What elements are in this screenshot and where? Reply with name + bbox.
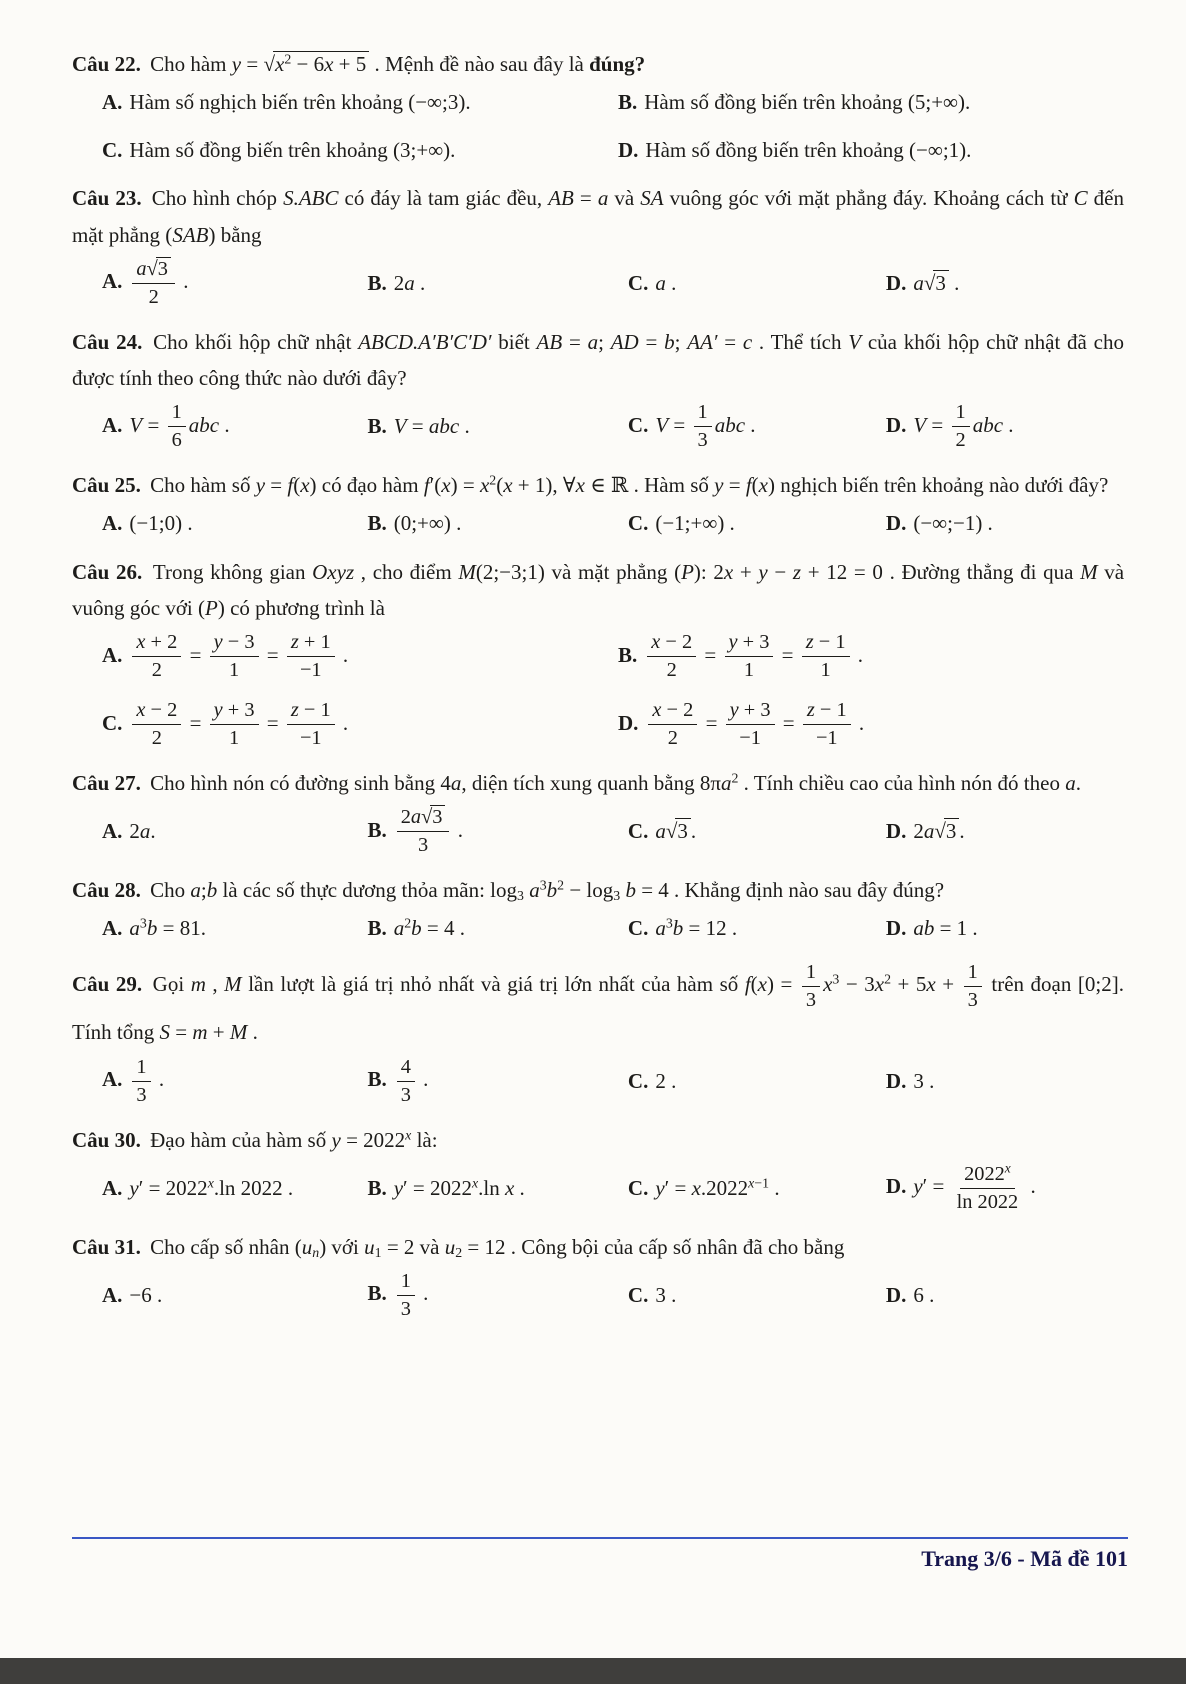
fraction: $\frac{z + 1}{-1}$ [287, 630, 335, 684]
option-text: (−1;+∞) . [655, 510, 735, 535]
option-text: Hàm số đồng biến trên khoảng (3;+∞). [129, 137, 456, 162]
option-text: 3 . [913, 1068, 935, 1093]
page-number-label: Trang 3/6 - Mã đề 101 [921, 1546, 1128, 1571]
fraction: $\frac{1}{3}$ [694, 400, 712, 454]
answer-option [102, 1171, 357, 1207]
answer-option [367, 266, 617, 302]
option-letter: D. [618, 710, 639, 735]
option-text: a√3 . [655, 818, 697, 843]
answer-option [618, 697, 1124, 753]
answer-option [367, 1171, 617, 1207]
option-text: $\frac{4}{3}$ . [394, 1067, 429, 1091]
option-text: 2a . [393, 270, 426, 295]
answer-option [102, 85, 608, 121]
option-letter: C. [627, 1068, 649, 1093]
answer-option [367, 409, 617, 445]
option-letter: C. [102, 710, 123, 735]
answer-option [886, 911, 1124, 947]
option-letter: D. [885, 1068, 907, 1093]
option-text: (0;+∞) . [393, 510, 462, 535]
answer-option [102, 697, 608, 753]
answer-option [618, 629, 1124, 685]
option-letter: B. [618, 642, 638, 667]
option-text: a . [655, 270, 677, 295]
option-letter: C. [627, 412, 649, 437]
answer-option [628, 1064, 876, 1100]
answer-option [618, 85, 1124, 121]
question-number: Câu 29. [72, 972, 149, 997]
question-body [72, 959, 1124, 1051]
option-letter: A. [102, 915, 123, 940]
option-text: $\frac{x - 2}{2}$ = $\frac{y + 3}{-1}$ = $\frac{z - 1}{-1}$ . [645, 711, 864, 735]
option-letter: D. [885, 1282, 907, 1307]
question-body [72, 765, 1124, 801]
square-root: √3 [666, 819, 691, 843]
option-letter: B. [367, 413, 387, 438]
option-letter: B. [367, 1067, 387, 1092]
question-text: Cho cấp số nhân $(u_n)$ với $u_1 = 2$ và $u_2 = 12$ . Công bội của cấp số nhân đã cho bằng [150, 1234, 845, 1260]
option-text: (−1;0) . [129, 510, 193, 535]
answer-option [102, 133, 608, 169]
option-text: 2a√3 . [913, 818, 965, 843]
option-letter: C. [627, 818, 649, 843]
option-letter: A. [102, 90, 123, 115]
fraction: $\frac{4}{3}$ [397, 1055, 415, 1109]
question [72, 765, 1124, 860]
option-letter: C. [627, 270, 649, 295]
fraction: $\frac{y + 3}{1}$ [210, 698, 259, 752]
option-text: 3 . [655, 1282, 677, 1307]
option-letter: A. [102, 412, 123, 437]
option-letter: A. [102, 269, 123, 294]
question-body [72, 554, 1124, 626]
answer-option [886, 506, 1124, 542]
question-text: Đạo hàm của hàm số $y = 2022^x$ là: [150, 1126, 438, 1152]
option-text: y′ = $\frac{2022^x}{\ln 2022}$ . [913, 1174, 1035, 1198]
option-letter: D. [885, 510, 907, 535]
question-body [72, 46, 1124, 82]
option-letter: C. [627, 915, 649, 940]
fraction: $\frac{1}{3}$ [802, 960, 820, 1014]
option-text: $\frac{x + 2}{2}$ = $\frac{y - 3}{1}$ = $\frac{z + 1}{-1}$ . [129, 643, 348, 667]
option-letter: C. [627, 1175, 649, 1200]
answer-option [886, 814, 1124, 850]
question-text: Cho hàm số y = f(x) có đạo hàm $f'(x) = x^2(x + 1)$, ∀x ∈ ℝ . Hàm số y = f(x) nghịch biến trên khoảng nào dưới đây? [150, 472, 1109, 497]
option-letter: B. [367, 270, 387, 295]
option-letter: D. [885, 915, 907, 940]
fraction: $\frac{z - 1}{-1}$ [803, 698, 851, 752]
option-text: V = $\frac{1}{6}$ abc . [129, 413, 229, 437]
option-text: $\frac{1}{3}$ . [394, 1281, 429, 1305]
question-number: Câu 26. [72, 559, 149, 584]
option-letter: B. [367, 1281, 387, 1306]
answer-option [628, 814, 876, 850]
fraction: $\frac{z - 1}{1}$ [802, 630, 850, 684]
fraction: $\frac{y + 3}{-1}$ [726, 698, 775, 752]
square-root: $√x^2 - 6x + 5$ [263, 52, 369, 76]
option-text: V = abc . [393, 413, 470, 438]
option-letter: D. [885, 818, 907, 843]
options [72, 399, 1124, 455]
square-root: √3 [924, 271, 949, 295]
question [72, 467, 1124, 542]
fraction: $\frac{x - 2}{2}$ [648, 698, 697, 752]
option-text: $\frac{2a√3}{3}$ . [394, 818, 463, 842]
fraction: $\frac{a√3}{2}$ [132, 257, 175, 311]
fraction: $\frac{1}{3}$ [397, 1269, 415, 1323]
square-root: √3 [934, 819, 959, 843]
fraction: $\frac{x - 2}{2}$ [132, 698, 181, 752]
option-text: V = $\frac{1}{3}$ abc . [655, 413, 755, 437]
options [72, 1161, 1124, 1217]
fraction: $\frac{y - 3}{1}$ [210, 630, 259, 684]
option-letter: C. [102, 137, 123, 162]
question-body [72, 180, 1124, 252]
question [72, 46, 1124, 168]
option-letter: C. [627, 510, 649, 535]
option-text: Hàm số nghịch biến trên khoảng (−∞;3). [129, 90, 471, 115]
option-letter: A. [102, 818, 123, 843]
option-text: $\frac{a√3}{2}$ . [129, 269, 188, 293]
fraction: $\frac{2022^x}{\ln 2022}$ [956, 1160, 1019, 1214]
fraction: $\frac{1}{2}$ [952, 400, 970, 454]
option-text: $\frac{1}{3}$ . [129, 1067, 164, 1091]
option-text: a√3 . [913, 270, 960, 295]
answer-option [102, 399, 357, 455]
question-number: Câu 24. [72, 329, 150, 354]
option-text: 6 . [913, 1282, 935, 1307]
question-body [72, 467, 1124, 503]
fraction: $\frac{z - 1}{-1}$ [287, 698, 335, 752]
question-text: Cho a;b là các số thực dương thỏa mãn: $\log_3 a^3b^2 - \log_3 b = 4$ . Khẳng định nào sau đây đúng? [150, 877, 945, 903]
options [72, 1054, 1124, 1110]
options [72, 85, 1124, 168]
option-text: $y' = x.2022^{x-1}$ . [655, 1175, 780, 1200]
option-text: −6 . [129, 1282, 163, 1307]
scan-edge-artifact [0, 1658, 1186, 1684]
options [72, 911, 1124, 947]
option-text: $y' = 2022^x.\ln$ x . [393, 1175, 525, 1200]
question [72, 180, 1124, 311]
question-number: Câu 25. [72, 472, 147, 497]
option-letter: A. [102, 1175, 123, 1200]
question [72, 959, 1124, 1110]
answer-option [102, 1278, 357, 1314]
options [72, 506, 1124, 542]
answer-option [102, 911, 357, 947]
question-body [72, 1122, 1124, 1158]
question-number: Câu 30. [72, 1127, 147, 1152]
option-letter: D. [885, 412, 907, 437]
option-text: Hàm số đồng biến trên khoảng (−∞;1). [645, 137, 972, 162]
page-footer [0, 1537, 1186, 1659]
square-root: √3 [147, 258, 171, 280]
options [72, 256, 1124, 312]
option-text: 2a. [129, 818, 156, 843]
question-number: Câu 28. [72, 877, 147, 902]
question [72, 324, 1124, 455]
square-root: √3 [421, 806, 445, 828]
question-body [72, 1229, 1124, 1265]
question-text: Cho hàm $y = √x^2 - 6x + 5$ . Mệnh đề nào sau đây là đúng? [150, 51, 646, 76]
answer-option [886, 1161, 1124, 1217]
options [72, 1268, 1124, 1324]
fraction: $\frac{2a√3}{3}$ [397, 805, 450, 859]
fraction: $\frac{1}{3}$ [132, 1055, 150, 1109]
question-text: Cho hình chóp S.ABC có đáy là tam giác đều, AB = a và SA vuông góc với mặt phẳng đáy. Khoảng cách từ C đến mặt phẳng (SAB) bằng [72, 186, 1125, 247]
answer-option [628, 399, 876, 455]
option-letter: D. [885, 270, 907, 295]
answer-option [618, 133, 1124, 169]
answer-option [628, 1171, 876, 1207]
option-text: 2 . [655, 1068, 677, 1093]
question-text: Cho khối hộp chữ nhật ABCD.A′B′C′D′ biết AB = a; AD = b; AA′ = c . Thể tích V của khối hộp chữ nhật đã cho được tính theo công thức nào dưới đây? [72, 329, 1124, 390]
option-text: $y' = 2022^x.\ln$ 2022 . [129, 1175, 294, 1200]
answer-option [628, 506, 876, 542]
answer-option [367, 1268, 617, 1324]
option-text: $a^3b = 81$. [129, 915, 206, 940]
option-letter: D. [885, 1174, 907, 1199]
option-text: $a^3b = 12$ . [655, 915, 738, 940]
question-text: Trong không gian Oxyz , cho điểm M(2;−3;1) và mặt phẳng (P): 2x + y − z + 12 = 0 . Đường thẳng đi qua M và vuông góc với (P) có phương trình là [72, 559, 1125, 620]
question-text: Gọi m , M lần lượt là giá trị nhỏ nhất và giá trị lớn nhất của hàm số f(x) = $\frac{1}{3}$ $x^3 - 3x^2 + 5x$ + $\frac{1}{3}$ trên đoạn [0;2]. Tính tổng S = m + M . [72, 960, 1124, 1045]
question [72, 1229, 1124, 1324]
option-letter: C. [627, 1282, 649, 1307]
question [72, 872, 1124, 947]
question [72, 1122, 1124, 1217]
option-text: ab = 1 . [913, 915, 978, 940]
answer-option [367, 911, 617, 947]
option-letter: A. [102, 1282, 123, 1307]
answer-option [886, 399, 1124, 455]
answer-option [886, 266, 1124, 302]
option-letter: B. [367, 510, 387, 535]
answer-option [367, 1054, 617, 1110]
question-body [72, 872, 1124, 908]
answer-option [102, 629, 608, 685]
question-number: Câu 23. [72, 186, 148, 211]
answer-option [886, 1064, 1124, 1100]
option-text: (−∞;−1) . [913, 510, 993, 535]
answer-option [102, 506, 357, 542]
option-text: $\frac{x - 2}{2}$ = $\frac{y + 3}{1}$ = $\frac{z - 1}{-1}$ . [129, 711, 348, 735]
options [72, 804, 1124, 860]
fraction: $\frac{1}{3}$ [964, 960, 982, 1014]
option-letter: B. [367, 915, 387, 940]
option-letter: A. [102, 642, 123, 667]
option-text: $\frac{x - 2}{2}$ = $\frac{y + 3}{1}$ = $\frac{z - 1}{1}$ . [644, 643, 863, 667]
option-text: $a^2b = 4$ . [393, 915, 465, 940]
option-letter: B. [367, 817, 387, 842]
question-body [72, 324, 1124, 396]
option-letter: B. [618, 90, 638, 115]
question-number: Câu 22. [72, 52, 147, 76]
footer-divider-line [72, 1537, 1128, 1540]
answer-option [628, 1278, 876, 1314]
option-letter: A. [102, 1067, 123, 1092]
option-text: Hàm số đồng biến trên khoảng (5;+∞). [644, 90, 971, 115]
options [72, 629, 1124, 753]
fraction: $\frac{x - 2}{2}$ [647, 630, 696, 684]
fraction: $\frac{y + 3}{1}$ [725, 630, 774, 684]
answer-option [367, 804, 617, 860]
fraction: $\frac{1}{6}$ [168, 400, 186, 454]
answer-option [628, 266, 876, 302]
question [72, 554, 1124, 753]
option-text: V = $\frac{1}{2}$ abc . [913, 413, 1013, 437]
option-letter: D. [618, 137, 639, 162]
option-letter: A. [102, 510, 123, 535]
answer-option [886, 1278, 1124, 1314]
answer-option [628, 911, 876, 947]
answer-option [102, 256, 357, 312]
fraction: $\frac{x + 2}{2}$ [132, 630, 181, 684]
option-letter: B. [367, 1175, 387, 1200]
question-text: Cho hình nón có đường sinh bằng 4a, diện tích xung quanh bằng $8\pi a^2$ . Tính chiều cao của hình nón đó theo a. [150, 770, 1081, 795]
answer-option [102, 814, 357, 850]
answer-option [102, 1054, 357, 1110]
answer-option [367, 506, 617, 542]
question-number: Câu 31. [72, 1234, 147, 1259]
question-number: Câu 27. [72, 770, 147, 795]
